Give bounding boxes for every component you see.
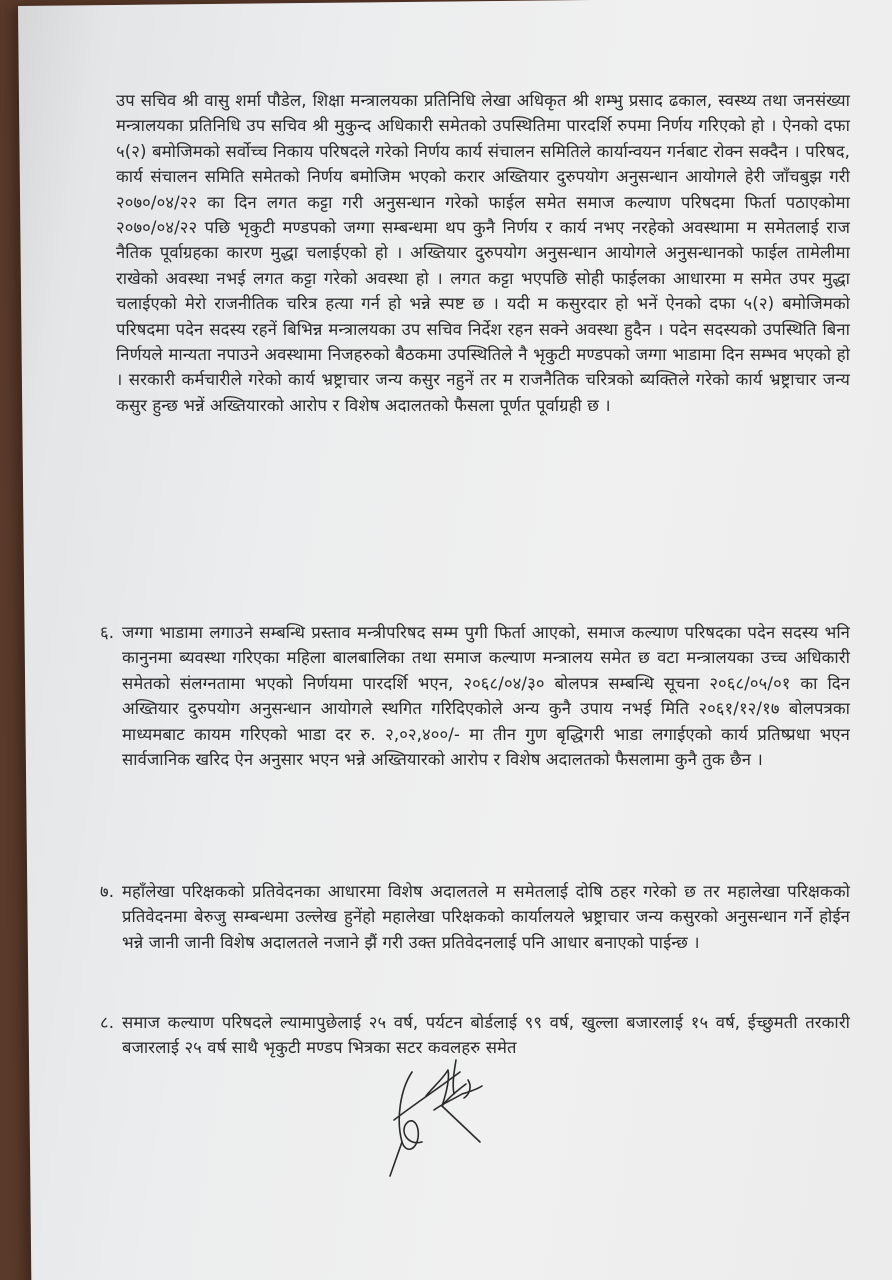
paragraph-intro: उप सचिव श्री वासु शर्मा पौडेल, शिक्षा मन्त्रालयका प्रतिनिधि लेखा अधिकृत श्री शम्भु प्रसाद ढकाल, स्वस्थ्य तथा जनसंख्या मन्त्रालयका प्रतिनिधि उप सचिव श्री मुकुन्द अधिकारी समेतको उपस्थितिमा पारदर्शि रुपमा निर्णय गरिएको हो । ऐनको दफा ५(२) बमोजिमको सर्वोच्च निकाय परिषदले गरेको निर्णय कार्य संचालन समितिले कार्यान्वयन गर्नबाट रोक्न सक्दैन । परिषद, कार्य संचालन समिति समेतको निर्णय बमोजिम भएको करार अख्तियार दुरुपयोग अनुसन्धान आयोगले हेरी जाँचबुझ गरी २०७०/०४/२२ का दिन लगत कट्टा गरी अनुसन्धान गरेको फाईल समेत समाज कल्याण परिषदमा फिर्ता पठाएकोमा २०७०/०४/२२ पछि भृकुटी मण्डपको जग्गा सम्बन्धमा थप कुनै निर्णय र कार्य नभए नरहेको अवस्थामा म समेतलाई राज नैतिक पूर्वाग्रहका कारण मुद्धा चलाईएको हो । अख्तियार दुरुपयोग अनुसन्धान आयोगले अनुसन्धानको फाईल तामेलीमा राखेको अवस्था नभई लगत कट्टा गरेको अवस्था हो । लगत कट्टा भएपछि सोही फाईलका आधारमा म समेत उपर मुद्धा चलाईएको मेरो राजनीतिक चरित्र हत्या गर्न हो भन्ने स्पष्ट छ । यदी म कसुरदार हो भनें ऐनको दफा ५(२) बमोजिमको परिषदमा पदेन सदस्य रहनें बिभिन्न मन्त्रालयका उप सचिव निर्देश रहन सक्ने अवस्था हुदैन । पदेन सदस्यको उपस्थिति बिना निर्णयले मान्यता नपाउने अवस्थामा निजहरुको बैठकमा उपस्थितिले नै भृकुटी मण्डपको जग्गा भाडामा दिन सम्भव भएको हो । सरकारी कर्मचारीले गरेको कार्य भ्रष्ट्राचार जन्य कसुर नहुनें तर म राजनैतिक चरित्रको ब्यक्तिले गरेको कार्य भ्रष्ट्राचार जन्य कसुर हुन्छ भन्नें अख्तियारको आरोप र विशेष अदालतको फैसला पूर्णत पूर्वाग्रही छ । [116, 91, 850, 415]
handwritten-signature [372, 1050, 502, 1180]
list-item-6 [100, 620, 850, 772]
item-text: समाज कल्याण परिषदले ल्यामापुछेलाई २५ वर्ष, पर्यटन बोर्डलाई ९९ वर्ष, खुल्ला बजारलाई १५ वर्ष, ईच्छुमती तरकारी बजारलाई २५ वर्ष साथै भृकुटी मण्डप भित्रका सटर कवलहरु समेत [122, 1013, 850, 1058]
list-item-7 [100, 879, 850, 955]
item-text: महाँलेखा परिक्षकको प्रतिवेदनका आधारमा विशेष अदालतले म समेतलाई दोषि ठहर गरेको छ तर महालेखा परिक्षकको प्रतिवेदनमा बेरुजु सम्बन्धमा उल्लेख हुनेंहो महालेखा परिक्षकको कार्यालयले भ्रष्ट्राचार जन्य कसुरको अनुसन्धान गर्ने होईन भन्ने जानी जानी विशेष अदालतले नजाने झैं गरी उक्त प्रतिवेदनलाई पनि आधार बनाएको पाईन्छ । [122, 882, 850, 952]
item-text: जग्गा भाडामा लगाउने सम्बन्धि प्रस्ताव मन्त्रीपरिषद सम्म पुगी फिर्ता आएको, समाज कल्याण परिषदका पदेन सदस्य भनि कानुनमा ब्यवस्था गरिएका महिला बालबालिका तथा समाज कल्याण मन्त्रालय समेत छ वटा मन्त्रालयका उच्च अधिकारी समेतको संलग्नतामा भएको निर्णयमा पारदर्शि भएन, २०६८/०४/३० बोलपत्र सम्बन्धि सूचना २०६८/०५/०१ का दिन अख्तियार दुरुपयोग अनुसन्धान आयोगले स्थगित गरिदिएकोले अन्य कुनै उपाय नभई मिति २०६१/१२/१७ बोलपत्रका माध्यमबाट कायम गरिएको भाडा दर रु. २,०२,४००/- मा तीन गुण बृद्धिगरी भाडा लगाईएको कार्य प्रतिष्प्रधा भएन सार्वजानिक खरिद ऐन अनुसार भएन भन्ने अख्तियारको आरोप र विशेष अदालतको फैसलामा कुनै तुक छैन । [122, 623, 850, 770]
item-number: ७. [100, 882, 115, 901]
item-number: ८. [100, 1013, 115, 1032]
item-number: ६. [100, 623, 115, 642]
